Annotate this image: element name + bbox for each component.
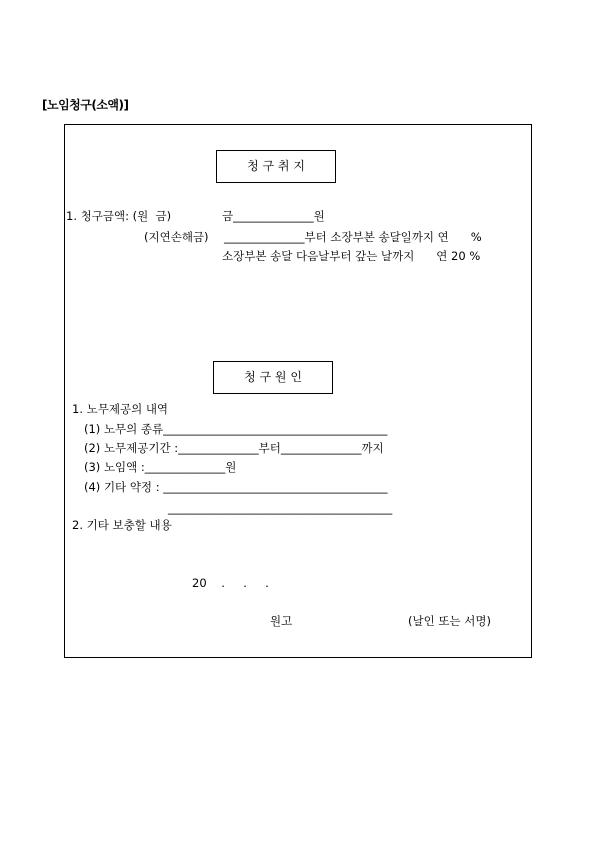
labor-type-item: (1) 노무의 종류_______________________________________: [84, 422, 388, 436]
claim-amount-value: 금______________원: [222, 209, 325, 223]
delay-damages-rate-line: 소장부본 송달 다음날부터 갚는 날까지 연 20 %: [222, 249, 481, 263]
seal-or-signature-note: (날인 또는 서명): [408, 614, 491, 628]
labor-details-heading: 1. 노무제공의 내역: [72, 402, 169, 416]
claim-purpose-heading: 청 구 취 지: [216, 150, 336, 183]
delay-damages-label: (지연손해금): [144, 230, 209, 244]
other-agreement-item: (4) 기타 약정 : _______________________________________: [84, 480, 388, 494]
claim-cause-heading: 청 구 원 인: [213, 361, 333, 394]
claim-amount-label: 1. 청구금액: (원 금): [66, 209, 172, 223]
other-agreement-continuation: _______________________________________: [168, 501, 393, 515]
delay-damages-value: ______________부터 소장부본 송달일까지 연 %: [224, 230, 482, 244]
additional-content-heading: 2. 기타 보충할 내용: [72, 518, 172, 532]
labor-period-item: (2) 노무제공기간 :______________부터______________까지: [84, 441, 384, 455]
plaintiff-label: 원고: [270, 614, 293, 628]
date-line: 20 . . .: [192, 576, 269, 590]
wage-amount-item: (3) 노임액 :______________원: [84, 460, 237, 474]
document-title: [노임청구(소액)]: [42, 98, 129, 112]
